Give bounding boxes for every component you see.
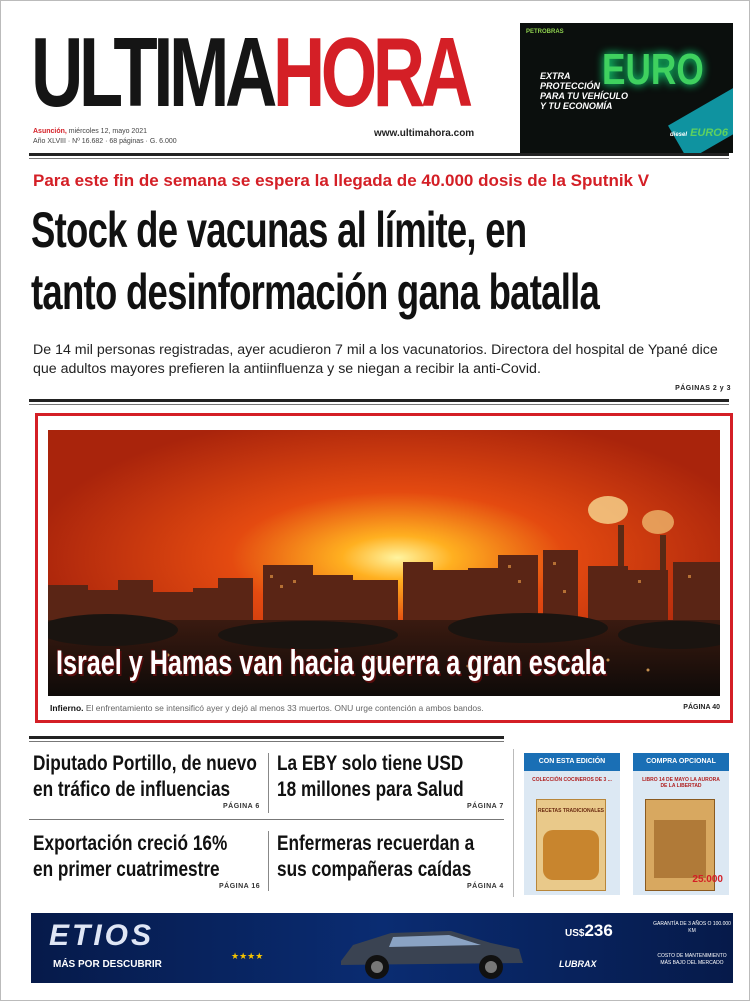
stories-rule — [29, 736, 504, 739]
main-story-kicker[interactable]: Para este fin de semana se espera la llegada de 40.000 dosis de la Sputnik V — [33, 171, 650, 190]
cookbook-cover — [536, 799, 606, 891]
story-line: en tráfico de influencias — [33, 778, 231, 801]
logo-part-ultima: ULTIMA — [31, 17, 273, 127]
story-divider — [268, 753, 269, 813]
ad-price-value: 236 — [584, 921, 613, 940]
promo-title: COLECCIÓN COCINEROS DE 3 ... — [532, 777, 612, 783]
story-portillo[interactable] — [33, 751, 312, 803]
photo-story-page-ref[interactable]: PÁGINA 40 — [683, 704, 720, 711]
cookbook-title: RECETAS TRADICIONALES — [537, 808, 605, 814]
story-line: Exportación creció 16% — [33, 832, 228, 855]
ad-etios-tagline: MÁS POR DESCUBRIR — [53, 959, 162, 970]
safety-rating-stars: ★★★★ — [231, 951, 264, 961]
story-line: sus compañeras caídas — [277, 858, 472, 881]
photo-story-headline[interactable]: Israel y Hamas van hacia guerra a gran escala — [56, 644, 606, 682]
edition-meta — [33, 127, 177, 147]
story-line: Enfermeras recuerdan a — [277, 832, 475, 855]
ad-slogan-line: PROTECCIÓN — [540, 81, 601, 91]
story-line: Diputado Portillo, de nuevo — [33, 752, 257, 775]
car-illustration — [331, 915, 531, 983]
ad-tag-main: EURO6 — [690, 127, 728, 139]
ad-euro6-tag — [670, 127, 728, 139]
ad-maintenance-text: COSTO DE MANTENIMIENTO MÁS BAJO DEL MERCADO — [657, 953, 727, 966]
story-page-ref[interactable]: PÁGINA 7 — [467, 803, 504, 810]
story-line: en primer cuatrimestre — [33, 858, 220, 881]
city-explosion-photo — [48, 430, 720, 696]
photo-story-box[interactable] — [35, 413, 733, 723]
main-headline[interactable] — [31, 199, 750, 323]
masthead-rule — [29, 153, 729, 156]
ad-slogan — [540, 71, 628, 111]
ad-price — [565, 921, 613, 941]
newspaper-logo[interactable] — [31, 17, 469, 127]
caption-label: Infierno. — [50, 703, 84, 713]
stories-rule-thin — [29, 741, 504, 742]
ad-slogan-line: PARA TU VEHÍCULO — [540, 91, 629, 101]
promo-compra-opcional[interactable] — [633, 753, 729, 895]
ad-price-prefix: US$ — [565, 928, 585, 939]
promo-title: LIBRO 14 DE MAYO LA AURORA DE LA LIBERTAD — [642, 777, 720, 789]
story-page-ref[interactable]: PÁGINA 6 — [223, 803, 260, 810]
website-url[interactable]: www.ultimahora.com — [374, 128, 475, 139]
main-story-lede: De 14 mil personas registradas, ayer acudieron 7 mil a los vacunatorios. Directora del hospital de Ypané dice que adultos mayores prefieren la antiinfluenza y se niegan a recibir la anti-Covid. — [33, 342, 718, 377]
story-line: 18 millones para Salud — [277, 778, 464, 801]
ad-etios-brand: ETIOS — [49, 919, 155, 952]
edition-date: miércoles 12, mayo 2021 — [66, 128, 147, 135]
toyota-etios-ad[interactable] — [31, 913, 733, 983]
edition-city: Asunción, — [33, 128, 67, 135]
promo-con-esta-edicion[interactable] — [524, 753, 620, 895]
story-line: La EBY solo tiene USD — [277, 752, 464, 775]
masthead-rule-thin — [29, 158, 729, 159]
stories-mid-rule — [29, 819, 504, 820]
story-page-ref[interactable]: PÁGINA 4 — [467, 883, 504, 890]
story-exportacion[interactable] — [33, 831, 312, 883]
promo-header: CON ESTA EDICIÓN — [524, 753, 620, 771]
book-illustration — [654, 820, 706, 878]
food-image — [543, 830, 599, 880]
edition-info: Año XLVIII · Nº 16.682 · 68 páginas · G. 6.000 — [33, 138, 177, 145]
section-rule-thin — [29, 404, 729, 405]
headline-line: Stock de vacunas al límite, en — [31, 202, 527, 258]
ad-lubrax-logo: LUBRAX — [559, 959, 597, 969]
promo-price: 25.000 — [692, 874, 723, 885]
ad-slogan-line: EXTRA — [540, 71, 571, 81]
ad-warranty-text: GARANTÍA DE 3 AÑOS O 100.000 KM — [653, 921, 731, 934]
story-divider — [268, 831, 269, 891]
ad-brand: PETROBRAS — [526, 29, 564, 35]
main-story-page-ref[interactable]: PÁGINAS 2 y 3 — [675, 385, 731, 392]
petrobras-ad[interactable] — [520, 23, 733, 153]
ad-tag-prefix: diesel — [670, 132, 688, 138]
promo-divider — [513, 749, 514, 897]
promo-header: COMPRA OPCIONAL — [633, 753, 729, 771]
logo-part-hora: HORA — [272, 17, 469, 127]
ad-slogan-line: Y TU ECONOMÍA — [540, 101, 613, 111]
headline-line: tanto desinformación gana batalla — [31, 264, 600, 320]
photo-caption — [50, 703, 484, 713]
caption-text: El enfrentamiento se intensificó ayer y dejó al menos 33 muertos. ONU urge contención a ambos bandos. — [83, 703, 484, 713]
ad-euro-text: EURO — [602, 45, 704, 94]
section-rule — [29, 399, 729, 402]
story-page-ref[interactable]: PÁGINA 16 — [219, 883, 261, 890]
